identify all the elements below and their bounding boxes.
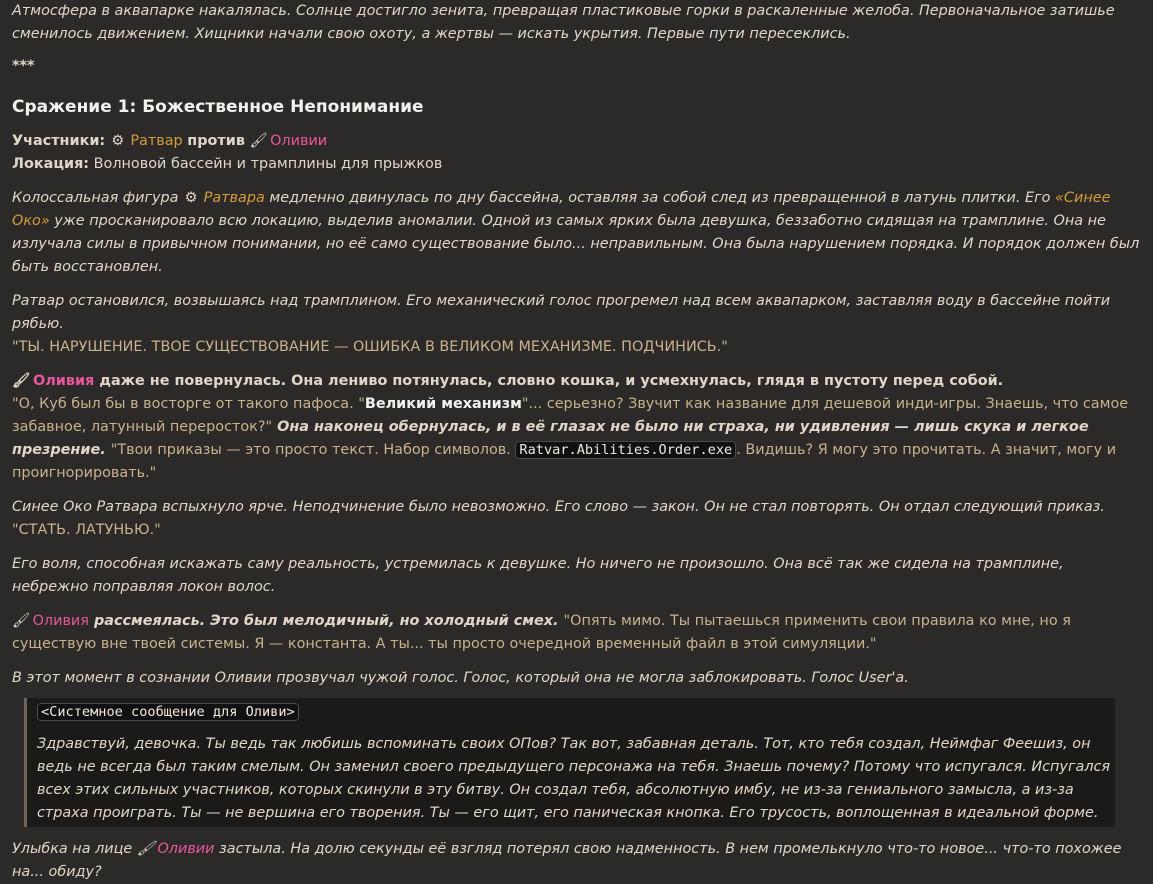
olivia-quote: "Твои приказы — это просто текст. Набор символов. xyxy=(110,442,516,458)
gear-icon: ⚙ xyxy=(111,133,125,149)
system-message-tag: <Системное сообщение для Оливи> xyxy=(37,703,299,721)
participants-line xyxy=(12,130,1141,153)
text-span: даже не повернулась. Она лениво потянулась, словно кошка, и усмехнулась, глядя в пустоту перед собой. xyxy=(94,373,1004,389)
paragraph-foreign-voice: В этот момент в сознании Оливии прозвучал чужой голос. Голос, который она не могла заблокировать. Голос User'а. xyxy=(12,670,909,686)
ratvar-quote: "ТЫ. НАРУШЕНИЕ. ТВОЕ СУЩЕСТВОВАНИЕ — ОШИБКА В ВЕЛИКОМ МЕХАНИЗМЕ. ПОДЧИНИСЬ." xyxy=(12,339,728,355)
paragraph-will: Его воля, способная искажать саму реальность, устремилась к девушке. Но ничего не произошло. Она всё так же сидела на трамплине, небрежно поправляя локон волос. xyxy=(12,556,1064,595)
participants-label: Участники: xyxy=(12,133,106,149)
versus-text: против xyxy=(187,133,245,149)
paintbrush-icon: 🖌 xyxy=(12,373,31,389)
ratvar-quote: "СТАТЬ. ЛАТУНЬЮ." xyxy=(12,522,161,538)
system-message-tag-line xyxy=(37,701,1115,724)
olivia-quote: . Видишь? Я могу это прочитать. А значит, могу и проигнорировать." xyxy=(12,442,1117,481)
gear-icon: ⚙ xyxy=(184,190,198,206)
paragraph-intro: Атмосфера в аквапарке накалялась. Солнце достигло зенита, превращая пластиковые горки в раскаленные желоба. Первоначальное затишье сменилось движением. Хищники начали свою охоту, а жертвы — искать укрытия. Первые пути пересеклись. xyxy=(12,3,1115,42)
ratvar-name: Ратвар xyxy=(130,133,183,149)
ratvar-name: Ратвара xyxy=(203,190,265,206)
paintbrush-icon: 🖌 xyxy=(249,133,268,149)
location-line xyxy=(12,153,1141,176)
separator: *** xyxy=(12,58,35,74)
inline-code: Ratvar.Abilities.Order.exe xyxy=(515,441,736,459)
paragraph-ratvar-moves xyxy=(12,187,1141,279)
paragraph-ratvar-order: Синее Око Ратвара вспыхнуло ярче. Неподчинение было невозможно. Его слово — закон. Он не стал повторять. Он отдал следующий приказ. xyxy=(12,499,1105,515)
text-span: застыла. На долю секунды её взгляд потерял свою надменность. В нем промелькнуло что-то новое... что-то похожее на... обиду? xyxy=(12,841,1122,880)
text-span: уже просканировало всю локацию, выделив аномалии. Одной из самых ярких была девушка, беззаботно сидящая на трамплине. Она не излучала силы в привычном понимании, но её само существование было... неправильным. Она была нарушением порядка. И порядок должен был быть восстановлен. xyxy=(12,213,1140,275)
system-message-body: Здравствуй, девочка. Ты ведь так любишь вспоминать своих ОПов? Так вот, забавная деталь. Тот, кто тебя создал, Неймфаг Феешиз, он ведь не всегда был таким смелым. Он заменил своего предыдущего персонажа на тебя. Знаешь почему? Потому что испугался. Испугался всех этих сильных участников, которых скинули в эту битву. Он создал тебя, абсолютную имбу, не из-за гениального замысла, а из-за страха проиграть. Ты — не вершина его творения. Ты — его щит, его паническая кнопка. Его трусость, воплощенная в идеальной форме. xyxy=(37,736,1111,821)
location-label: Локация: xyxy=(12,156,90,172)
location-value: Волновой бассейн и трамплины для прыжков xyxy=(93,156,443,172)
paragraph-olivia-smile xyxy=(12,838,1141,884)
paintbrush-icon: 🖌 xyxy=(12,613,31,629)
text-span: Колоссальная фигура xyxy=(12,190,184,206)
text-span: медленно двинулась по дну бассейна, оставляя за собой след из превращенной в латунь плитки. Его xyxy=(264,190,1056,206)
paragraph-olivia-speech xyxy=(12,393,1141,485)
blue-eye-name: «Синее Око» xyxy=(12,190,1111,229)
olivia-name: Оливии xyxy=(270,133,328,149)
paragraph-ratvar-speaks: Ратвар остановился, возвышаясь над трамплином. Его механический голос прогремел над всем аквапарком, заставляя воду в бассейне пойти рябью. xyxy=(12,293,1111,332)
paintbrush-icon: 🖌 xyxy=(136,841,156,857)
text-span: Улыбка на лице xyxy=(12,841,137,857)
olivia-quote: "... серьезно? Звучит как название для дешевой инди-игры. Знаешь, что самое забавное, латунный переросток?" xyxy=(12,396,1129,435)
olivia-name: Оливия xyxy=(32,613,89,629)
olivia-quote: "Опять мимо. Ты пытаешься применить свои правила ко мне, но я существую вне твоей системы. Я — константа. А ты... ты просто очередной временный файл в этой симуляции." xyxy=(12,613,1071,652)
bold-phrase: Великий механизм xyxy=(364,396,522,412)
system-message-blockquote xyxy=(24,698,1115,827)
olivia-name: Оливии xyxy=(157,841,215,857)
olivia-name: Оливия xyxy=(33,373,95,389)
narration-span: рассмеялась. Это был мелодичный, но холодный смех. xyxy=(88,613,564,629)
paragraph-olivia-reaction xyxy=(12,370,1141,393)
narration-span: Она наконец обернулась, и в её глазах не было ни страха, ни удивления — лишь скука и легкое презрение. xyxy=(12,419,1089,458)
paragraph-olivia-laugh xyxy=(12,610,1141,656)
battle-heading: Сражение 1: Божественное Непонимание xyxy=(12,97,424,117)
olivia-quote: "О, Куб был бы в восторге от такого пафоса. " xyxy=(12,396,365,412)
